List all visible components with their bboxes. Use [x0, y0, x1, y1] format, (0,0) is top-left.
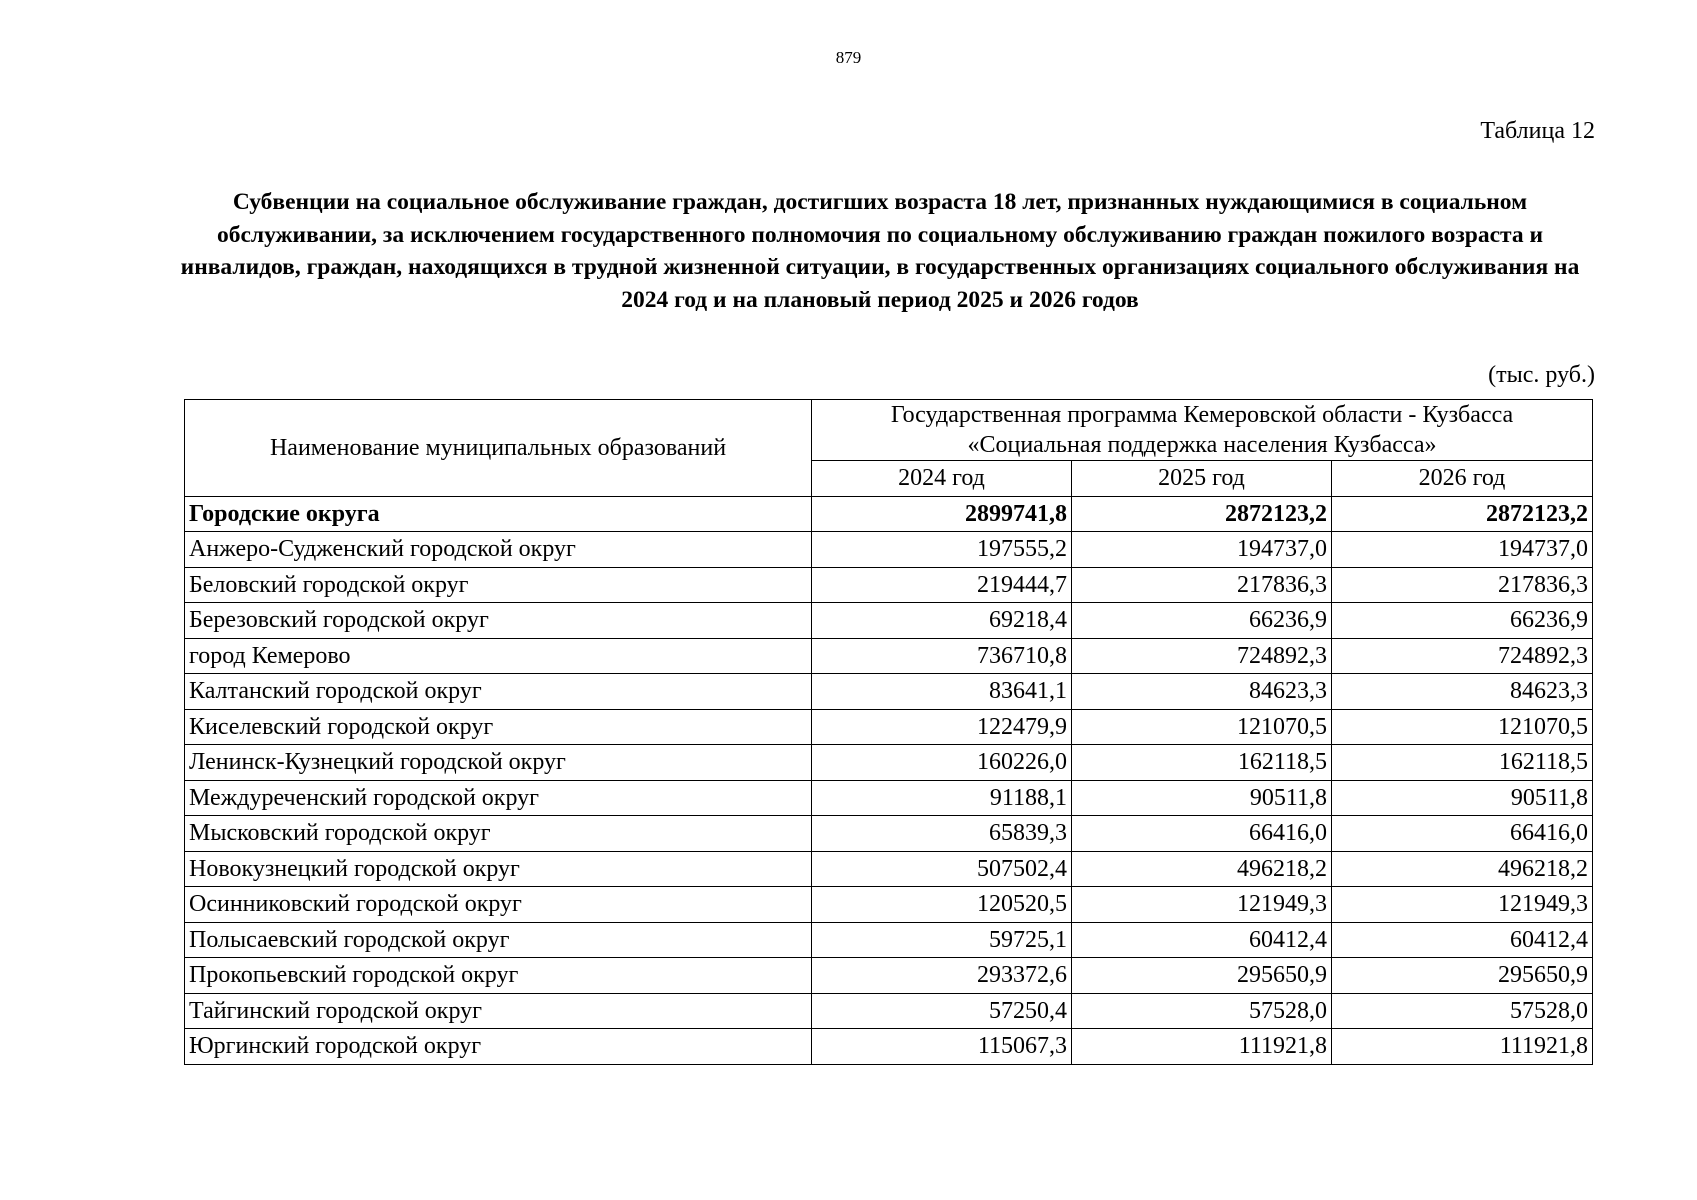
value-2025: 121949,3	[1072, 887, 1332, 923]
value-2026: 295650,9	[1332, 958, 1593, 994]
year-header-2025: 2025 год	[1072, 461, 1332, 497]
table-row	[185, 851, 1593, 887]
value-2025: 60412,4	[1072, 922, 1332, 958]
subvention-table	[184, 399, 1593, 1065]
value-2026: 111921,8	[1332, 1029, 1593, 1065]
year-header-2026: 2026 год	[1332, 461, 1593, 497]
total-row	[185, 496, 1593, 532]
table-row	[185, 532, 1593, 568]
table-row	[185, 887, 1593, 923]
value-2025: 57528,0	[1072, 993, 1332, 1029]
table-row	[185, 1029, 1593, 1065]
value-2025: 162118,5	[1072, 745, 1332, 781]
table-row	[185, 709, 1593, 745]
value-2025: 90511,8	[1072, 780, 1332, 816]
value-2025: 66236,9	[1072, 603, 1332, 639]
municipality-name: Анжеро-Судженский городской округ	[185, 532, 812, 568]
program-header-line2: «Социальная поддержка населения Кузбасса»	[967, 432, 1437, 458]
program-header	[812, 400, 1593, 461]
value-2026: 66236,9	[1332, 603, 1593, 639]
value-2026: 57528,0	[1332, 993, 1593, 1029]
value-2024: 736710,8	[812, 638, 1072, 674]
municipality-name: Новокузнецкий городской округ	[185, 851, 812, 887]
value-2026: 217836,3	[1332, 567, 1593, 603]
municipality-name: Полысаевский городской округ	[185, 922, 812, 958]
municipality-name: Прокопьевский городской округ	[185, 958, 812, 994]
value-2026: 84623,3	[1332, 674, 1593, 710]
municipality-name: Междуреченский городской округ	[185, 780, 812, 816]
value-2025: 84623,3	[1072, 674, 1332, 710]
value-2026: 90511,8	[1332, 780, 1593, 816]
value-2025: 496218,2	[1072, 851, 1332, 887]
value-2026: 496218,2	[1332, 851, 1593, 887]
table-row	[185, 922, 1593, 958]
municipality-name: Ленинск-Кузнецкий городской округ	[185, 745, 812, 781]
municipality-name: Киселевский городской округ	[185, 709, 812, 745]
program-header-line1: Государственная программа Кемеровской области - Кузбасса	[890, 402, 1514, 428]
value-2025: 217836,3	[1072, 567, 1332, 603]
value-2025: 295650,9	[1072, 958, 1332, 994]
municipality-name: Березовский городской округ	[185, 603, 812, 639]
value-2026: 162118,5	[1332, 745, 1593, 781]
value-2024: 197555,2	[812, 532, 1072, 568]
value-2026: 60412,4	[1332, 922, 1593, 958]
value-2024: 122479,9	[812, 709, 1072, 745]
page-number: 879	[835, 48, 862, 67]
document-title: Субвенции на социальное обслуживание граждан, достигших возраста 18 лет, признанных нуждающимися в социальном обслуживании, за исключением государственного полномочия по социальному обслуживанию граждан пожилого возраста и инвалидов, граждан, находящихся в трудной жизненной ситуации, в государственных организациях социального обслуживания на 2024 год и на плановый период 2025 и 2026 годов	[180, 189, 1580, 313]
value-2024: 293372,6	[812, 958, 1072, 994]
value-2024: 120520,5	[812, 887, 1072, 923]
municipality-name: город Кемерово	[185, 638, 812, 674]
table-header-row	[185, 400, 1593, 461]
value-2025: 121070,5	[1072, 709, 1332, 745]
value-2024: 219444,7	[812, 567, 1072, 603]
value-2025: 194737,0	[1072, 532, 1332, 568]
value-2025: 724892,3	[1072, 638, 1332, 674]
table-row	[185, 745, 1593, 781]
table-label: Таблица 12	[1480, 118, 1595, 144]
value-2024: 59725,1	[812, 922, 1072, 958]
value-2024: 91188,1	[812, 780, 1072, 816]
value-2026: 724892,3	[1332, 638, 1593, 674]
table-row	[185, 674, 1593, 710]
value-2026: 121949,3	[1332, 887, 1593, 923]
value-2026: 121070,5	[1332, 709, 1593, 745]
value-2026: 194737,0	[1332, 532, 1593, 568]
year-header-2024: 2024 год	[812, 461, 1072, 497]
value-2024: 57250,4	[812, 993, 1072, 1029]
value-2024: 69218,4	[812, 603, 1072, 639]
table-row	[185, 958, 1593, 994]
table-row	[185, 993, 1593, 1029]
value-2024: 160226,0	[812, 745, 1072, 781]
total-value-2024: 2899741,8	[812, 496, 1072, 532]
total-value-2025: 2872123,2	[1072, 496, 1332, 532]
municipality-name: Беловский городской округ	[185, 567, 812, 603]
value-2024: 115067,3	[812, 1029, 1072, 1065]
total-value-2026: 2872123,2	[1332, 496, 1593, 532]
table-row	[185, 603, 1593, 639]
municipality-name: Осинниковский городской округ	[185, 887, 812, 923]
value-2025: 66416,0	[1072, 816, 1332, 852]
table-row	[185, 638, 1593, 674]
total-name: Городские округа	[185, 496, 812, 532]
value-2024: 507502,4	[812, 851, 1072, 887]
value-2024: 65839,3	[812, 816, 1072, 852]
municipality-name: Мысковский городской округ	[185, 816, 812, 852]
municipality-name: Юргинский городской округ	[185, 1029, 812, 1065]
value-2026: 66416,0	[1332, 816, 1593, 852]
municipality-name: Тайгинский городской округ	[185, 993, 812, 1029]
value-2025: 111921,8	[1072, 1029, 1332, 1065]
municipality-name-header: Наименование муниципальных образований	[185, 400, 812, 497]
table-row	[185, 567, 1593, 603]
units-label: (тыс. руб.)	[1488, 362, 1595, 388]
table-row	[185, 816, 1593, 852]
table-row	[185, 780, 1593, 816]
municipality-name: Калтанский городской округ	[185, 674, 812, 710]
value-2024: 83641,1	[812, 674, 1072, 710]
